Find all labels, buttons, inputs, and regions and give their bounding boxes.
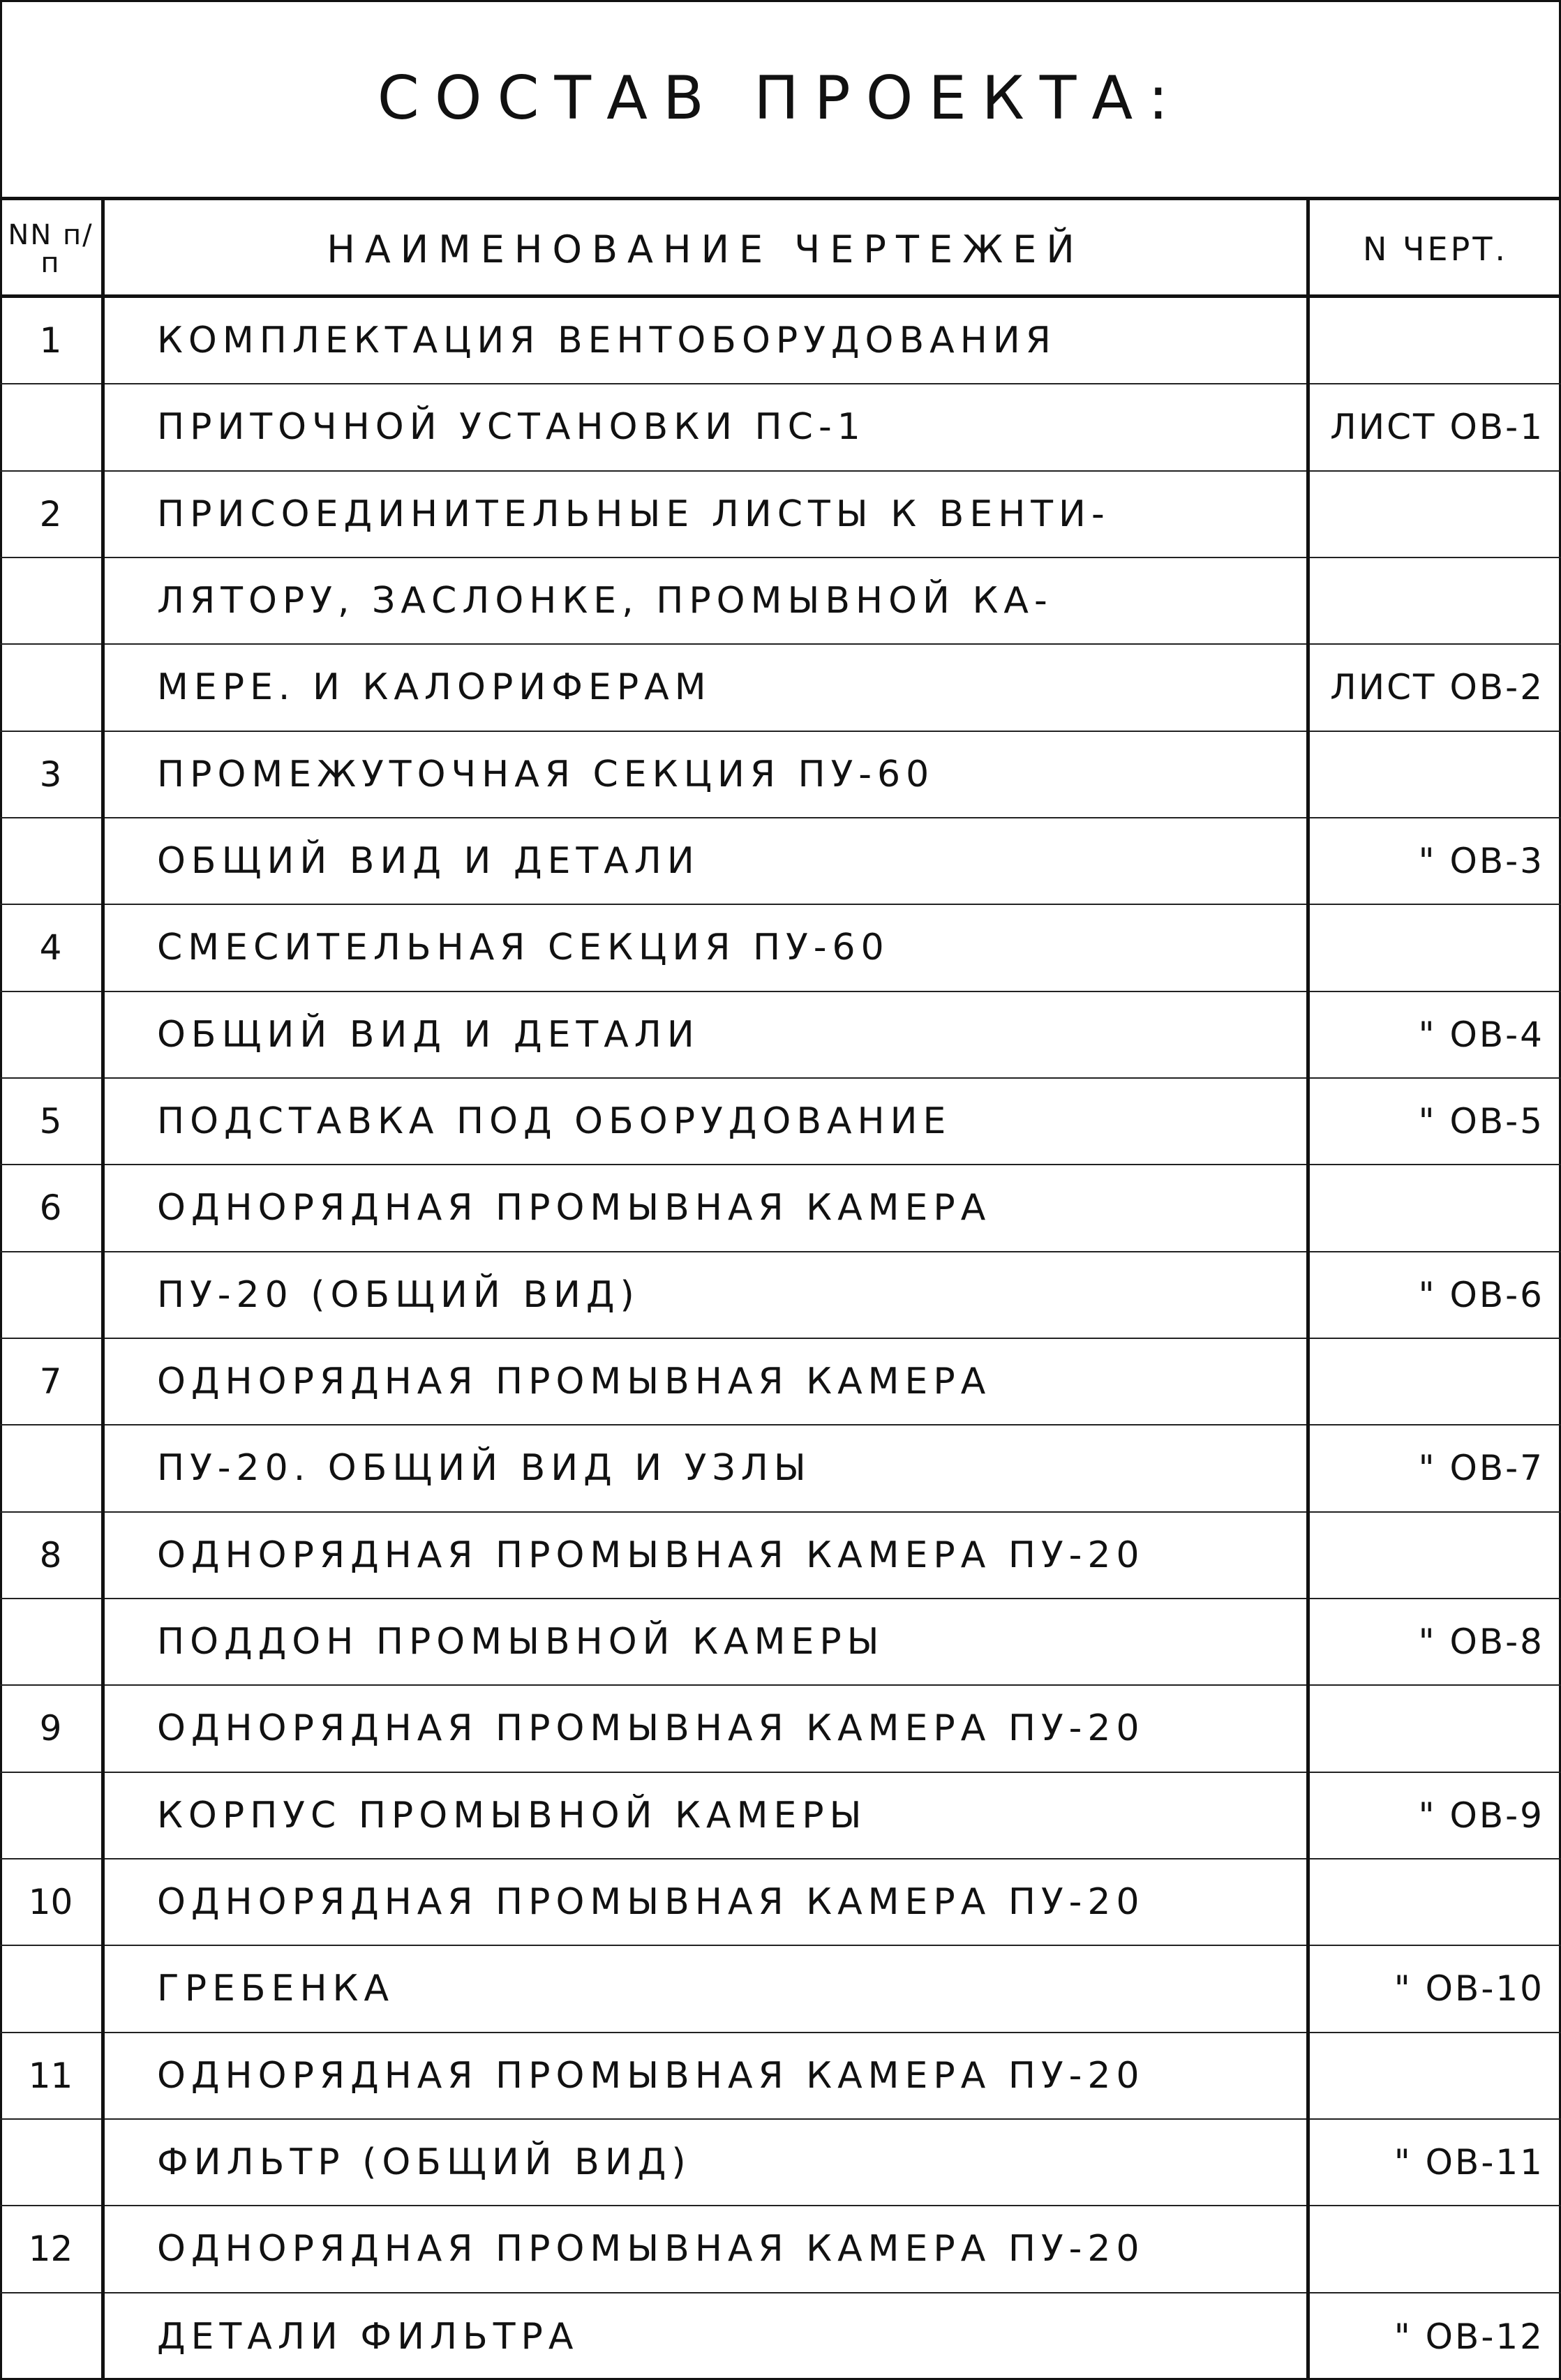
row-number: 7 bbox=[39, 1361, 62, 1402]
table-row bbox=[0, 472, 1561, 558]
table-row bbox=[0, 2120, 1561, 2206]
row-drawing-number bbox=[1310, 2033, 1554, 2118]
table-row bbox=[0, 1946, 1561, 2033]
row-name: ОДНОРЯДНАЯ ПРОМЫВНАЯ КАМЕРА ПУ-20 bbox=[157, 2228, 1145, 2270]
table-body bbox=[0, 298, 1561, 2380]
row-name: ОДНОРЯДНАЯ ПРОМЫВНАЯ КАМЕРА ПУ-20 bbox=[157, 1881, 1145, 1924]
row-name: ФИЛЬТР (ОБЩИЙ ВИД) bbox=[157, 2141, 692, 2184]
row-drawing-number bbox=[1310, 1165, 1554, 1250]
header-num: NN п/п bbox=[8, 219, 94, 279]
row-number: 3 bbox=[39, 754, 62, 795]
row-drawing-number bbox=[1310, 1686, 1554, 1771]
row-drawing-number: " ОВ-5 bbox=[1418, 1101, 1544, 1142]
column-divider-num bbox=[101, 200, 105, 2380]
table-row bbox=[0, 1859, 1561, 1946]
row-number: 1 bbox=[39, 320, 62, 361]
row-number bbox=[0, 384, 101, 470]
table-row bbox=[0, 298, 1561, 384]
row-name: СМЕСИТЕЛЬНАЯ СЕКЦИЯ ПУ-60 bbox=[157, 927, 890, 969]
column-divider-drawing bbox=[1306, 200, 1310, 2380]
table-row bbox=[0, 384, 1561, 471]
row-number: 11 bbox=[28, 2055, 73, 2096]
table-header bbox=[0, 200, 1561, 298]
row-number bbox=[0, 1599, 101, 1684]
row-number bbox=[0, 992, 101, 1077]
row-drawing-number: " ОВ-8 bbox=[1418, 1622, 1544, 1663]
row-number: 6 bbox=[39, 1188, 62, 1229]
table-row bbox=[0, 905, 1561, 991]
row-number: 5 bbox=[39, 1101, 62, 1142]
row-name: КОМПЛЕКТАЦИЯ ВЕНТОБОРУДОВАНИЯ bbox=[157, 320, 1056, 362]
row-number bbox=[0, 558, 101, 643]
row-drawing-number bbox=[1310, 732, 1554, 817]
row-name: ПУ-20 (ОБЩИЙ ВИД) bbox=[157, 1273, 640, 1316]
row-drawing-number: " ОВ-10 bbox=[1394, 1968, 1544, 2009]
table-row bbox=[0, 1165, 1561, 1252]
table-row bbox=[0, 2206, 1561, 2293]
row-name: ПОДСТАВКА ПОД ОБОРУДОВАНИЕ bbox=[157, 1100, 952, 1143]
row-name: ПРИТОЧНОЙ УСТАНОВКИ ПС-1 bbox=[157, 406, 866, 449]
row-name: ПУ-20. ОБЩИЙ ВИД И УЗЛЫ bbox=[157, 1447, 812, 1490]
row-number bbox=[0, 818, 101, 904]
row-drawing-number bbox=[1310, 1513, 1554, 1598]
table-row bbox=[0, 1513, 1561, 1599]
row-drawing-number: " ОВ-7 bbox=[1418, 1448, 1544, 1489]
row-drawing-number: " ОВ-12 bbox=[1394, 2316, 1544, 2357]
row-drawing-number: ЛИСТ ОВ-2 bbox=[1330, 667, 1544, 708]
table-row bbox=[0, 992, 1561, 1079]
header-drawing: N ЧЕРТ. bbox=[1362, 230, 1509, 268]
row-drawing-number bbox=[1310, 905, 1554, 990]
row-name: КОРПУС ПРОМЫВНОЙ КАМЕРЫ bbox=[157, 1794, 867, 1836]
table-row bbox=[0, 1252, 1561, 1339]
row-drawing-number: " ОВ-9 bbox=[1418, 1795, 1544, 1836]
table-row bbox=[0, 818, 1561, 905]
table-row bbox=[0, 1339, 1561, 1425]
row-name: ОДНОРЯДНАЯ ПРОМЫВНАЯ КАМЕРА ПУ-20 bbox=[157, 2054, 1145, 2097]
row-number: 9 bbox=[39, 1708, 62, 1749]
drawings-table bbox=[0, 200, 1561, 2380]
project-title: СОСТАВ ПРОЕКТА: bbox=[0, 0, 1561, 200]
row-drawing-number bbox=[1310, 558, 1554, 643]
row-number bbox=[0, 2293, 101, 2380]
row-number bbox=[0, 1425, 101, 1511]
table-row bbox=[0, 2293, 1561, 2380]
row-name: ПРИСОЕДИНИТЕЛЬНЫЕ ЛИСТЫ К ВЕНТИ- bbox=[157, 493, 1110, 535]
row-name: МЕРЕ. И КАЛОРИФЕРАМ bbox=[157, 666, 712, 709]
row-name: ОБЩИЙ ВИД И ДЕТАЛИ bbox=[157, 1013, 700, 1056]
row-drawing-number bbox=[1310, 1339, 1554, 1424]
row-drawing-number bbox=[1310, 298, 1554, 383]
row-name: ГРЕБЕНКА bbox=[157, 1968, 395, 2010]
row-drawing-number bbox=[1310, 472, 1554, 557]
row-name: ДЕТАЛИ ФИЛЬТРА bbox=[157, 2315, 579, 2358]
row-number bbox=[0, 2120, 101, 2205]
table-row bbox=[0, 1773, 1561, 1859]
row-number: 2 bbox=[39, 493, 62, 534]
row-name: ОБЩИЙ ВИД И ДЕТАЛИ bbox=[157, 840, 700, 883]
row-name: ОДНОРЯДНАЯ ПРОМЫВНАЯ КАМЕРА ПУ-20 bbox=[157, 1707, 1145, 1750]
row-name: ПОДДОН ПРОМЫВНОЙ КАМЕРЫ bbox=[157, 1621, 885, 1663]
row-number: 4 bbox=[39, 927, 62, 968]
row-drawing-number: ЛИСТ ОВ-1 bbox=[1330, 407, 1544, 448]
table-row bbox=[0, 645, 1561, 731]
row-drawing-number: " ОВ-3 bbox=[1418, 841, 1544, 882]
table-row bbox=[0, 1599, 1561, 1686]
row-number: 12 bbox=[28, 2229, 73, 2270]
row-drawing-number: " ОВ-11 bbox=[1394, 2142, 1544, 2183]
row-drawing-number bbox=[1310, 1859, 1554, 1945]
row-name: ПРОМЕЖУТОЧНАЯ СЕКЦИЯ ПУ-60 bbox=[157, 753, 935, 795]
row-name: ЛЯТОРУ, ЗАСЛОНКЕ, ПРОМЫВНОЙ КА- bbox=[157, 580, 1053, 622]
row-number: 10 bbox=[28, 1882, 73, 1923]
row-number bbox=[0, 1946, 101, 2031]
table-row bbox=[0, 558, 1561, 645]
table-row bbox=[0, 1686, 1561, 1772]
row-drawing-number: " ОВ-4 bbox=[1418, 1014, 1544, 1055]
row-number bbox=[0, 1773, 101, 1858]
table-row bbox=[0, 1079, 1561, 1165]
row-number: 8 bbox=[39, 1534, 62, 1576]
row-drawing-number bbox=[1310, 2206, 1554, 2291]
row-name: ОДНОРЯДНАЯ ПРОМЫВНАЯ КАМЕРА bbox=[157, 1187, 992, 1229]
row-number bbox=[0, 645, 101, 730]
table-row bbox=[0, 1425, 1561, 1512]
table-row bbox=[0, 732, 1561, 818]
header-name: НАИМЕНОВАНИЕ ЧЕРТЕЖЕЙ bbox=[327, 227, 1084, 271]
table-row bbox=[0, 2033, 1561, 2120]
row-drawing-number: " ОВ-6 bbox=[1418, 1274, 1544, 1315]
row-name: ОДНОРЯДНАЯ ПРОМЫВНАЯ КАМЕРА bbox=[157, 1361, 992, 1403]
row-name: ОДНОРЯДНАЯ ПРОМЫВНАЯ КАМЕРА ПУ-20 bbox=[157, 1534, 1145, 1576]
row-number bbox=[0, 1252, 101, 1338]
